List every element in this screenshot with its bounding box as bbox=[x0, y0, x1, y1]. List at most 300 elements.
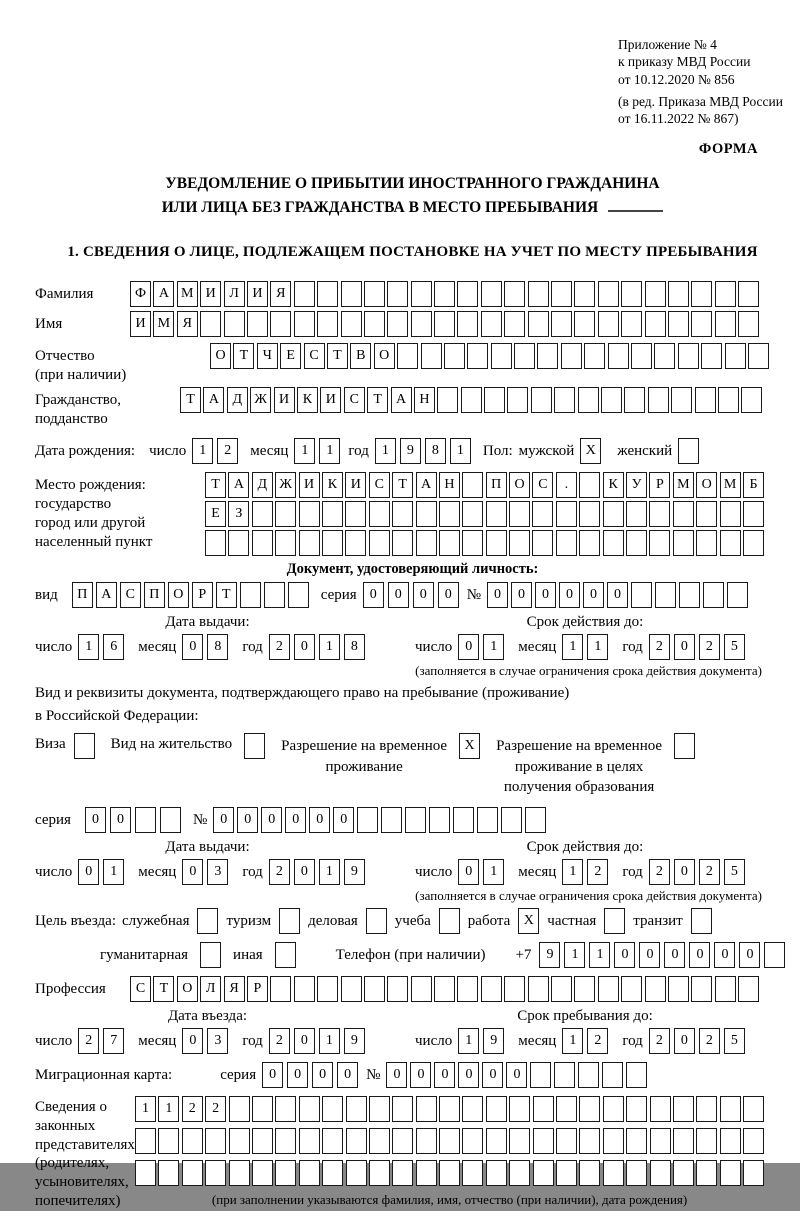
form-cell[interactable] bbox=[457, 281, 478, 307]
form-cell[interactable] bbox=[387, 976, 408, 1002]
issue-day-cells[interactable] bbox=[78, 634, 124, 660]
form-cell[interactable]: 0 bbox=[294, 634, 315, 660]
form-cell[interactable]: 1 bbox=[192, 438, 213, 464]
form-cell[interactable] bbox=[556, 501, 577, 527]
form-cell[interactable]: К bbox=[297, 387, 318, 413]
form-cell[interactable] bbox=[578, 1062, 599, 1088]
form-cell[interactable] bbox=[631, 582, 652, 608]
form-cell[interactable]: Т bbox=[205, 472, 226, 498]
form-cell[interactable]: 0 bbox=[110, 807, 131, 833]
form-cell[interactable] bbox=[650, 1096, 671, 1122]
form-cell[interactable] bbox=[574, 976, 595, 1002]
form-cell[interactable]: Т bbox=[216, 582, 237, 608]
form-cell[interactable]: 2 bbox=[78, 1028, 99, 1054]
form-cell[interactable]: 9 bbox=[344, 859, 365, 885]
issue-year-cells[interactable] bbox=[269, 634, 365, 660]
form-cell[interactable]: 0 bbox=[559, 582, 580, 608]
form-cell[interactable]: 1 bbox=[375, 438, 396, 464]
form-cell[interactable]: 2 bbox=[182, 1096, 203, 1122]
form-cell[interactable] bbox=[743, 1096, 764, 1122]
expiry-month-cells[interactable] bbox=[562, 634, 608, 660]
residence-number-cells[interactable] bbox=[213, 807, 546, 833]
form-cell[interactable]: 1 bbox=[562, 1028, 583, 1054]
form-cell[interactable] bbox=[346, 1160, 367, 1186]
form-cell[interactable]: 0 bbox=[689, 942, 710, 968]
form-cell[interactable] bbox=[648, 387, 669, 413]
form-cell[interactable] bbox=[626, 1096, 647, 1122]
form-cell[interactable]: О bbox=[210, 343, 231, 369]
form-cell[interactable] bbox=[462, 1096, 483, 1122]
form-cell[interactable]: С bbox=[344, 387, 365, 413]
form-cell[interactable]: М bbox=[177, 281, 198, 307]
form-cell[interactable]: Н bbox=[414, 387, 435, 413]
form-cell[interactable] bbox=[229, 1160, 250, 1186]
form-cell[interactable] bbox=[621, 281, 642, 307]
form-cell[interactable] bbox=[720, 501, 741, 527]
form-cell[interactable] bbox=[299, 501, 320, 527]
form-cell[interactable] bbox=[696, 1160, 717, 1186]
form-cell[interactable] bbox=[655, 582, 676, 608]
form-cell[interactable]: 0 bbox=[386, 1062, 407, 1088]
form-cell[interactable] bbox=[504, 311, 525, 337]
form-cell[interactable] bbox=[626, 1062, 647, 1088]
form-cell[interactable] bbox=[608, 343, 629, 369]
form-cell[interactable]: 0 bbox=[261, 807, 282, 833]
form-cell[interactable] bbox=[668, 311, 689, 337]
form-cell[interactable] bbox=[743, 1160, 764, 1186]
form-cell[interactable]: 0 bbox=[213, 807, 234, 833]
form-cell[interactable] bbox=[764, 942, 785, 968]
form-cell[interactable]: 2 bbox=[649, 634, 670, 660]
form-cell[interactable] bbox=[533, 1160, 554, 1186]
form-cell[interactable]: О bbox=[168, 582, 189, 608]
form-cell[interactable] bbox=[533, 1096, 554, 1122]
form-cell[interactable]: 1 bbox=[589, 942, 610, 968]
entry-day-cells[interactable] bbox=[78, 1028, 124, 1054]
form-cell[interactable]: Ч bbox=[257, 343, 278, 369]
form-cell[interactable]: С bbox=[369, 472, 390, 498]
form-cell[interactable]: 0 bbox=[262, 1062, 283, 1088]
entry-month-cells[interactable] bbox=[182, 1028, 228, 1054]
form-cell[interactable]: 0 bbox=[434, 1062, 455, 1088]
form-cell[interactable] bbox=[691, 976, 712, 1002]
birth-place-cells-row1[interactable] bbox=[205, 472, 764, 498]
form-cell[interactable]: 0 bbox=[458, 859, 479, 885]
form-cell[interactable] bbox=[439, 908, 460, 934]
form-cell[interactable] bbox=[578, 387, 599, 413]
form-cell[interactable] bbox=[434, 976, 455, 1002]
form-cell[interactable] bbox=[364, 976, 385, 1002]
form-cell[interactable]: С bbox=[130, 976, 151, 1002]
purpose-transit-checkbox[interactable] bbox=[691, 908, 712, 934]
form-cell[interactable]: 8 bbox=[425, 438, 446, 464]
form-cell[interactable]: 0 bbox=[285, 807, 306, 833]
form-cell[interactable] bbox=[288, 582, 309, 608]
form-cell[interactable] bbox=[484, 387, 505, 413]
form-cell[interactable]: 9 bbox=[539, 942, 560, 968]
form-cell[interactable] bbox=[537, 343, 558, 369]
form-cell[interactable] bbox=[275, 501, 296, 527]
form-cell[interactable] bbox=[461, 387, 482, 413]
form-cell[interactable] bbox=[486, 1160, 507, 1186]
form-cell[interactable] bbox=[703, 582, 724, 608]
form-cell[interactable] bbox=[673, 1160, 694, 1186]
form-cell[interactable] bbox=[439, 1128, 460, 1154]
purpose-private-checkbox[interactable] bbox=[604, 908, 625, 934]
citizenship-cells[interactable] bbox=[180, 387, 762, 413]
doc-series-cells[interactable] bbox=[363, 582, 459, 608]
form-cell[interactable]: Т bbox=[180, 387, 201, 413]
form-cell[interactable] bbox=[631, 343, 652, 369]
purpose-work-checkbox[interactable] bbox=[518, 908, 539, 934]
form-cell[interactable] bbox=[462, 472, 483, 498]
form-cell[interactable] bbox=[720, 1096, 741, 1122]
form-cell[interactable] bbox=[341, 976, 362, 1002]
residence-expiry-year-cells[interactable] bbox=[649, 859, 745, 885]
form-cell[interactable] bbox=[604, 908, 625, 934]
form-cell[interactable] bbox=[561, 343, 582, 369]
form-cell[interactable] bbox=[509, 1128, 530, 1154]
form-cell[interactable]: 1 bbox=[319, 634, 340, 660]
form-cell[interactable] bbox=[397, 343, 418, 369]
form-cell[interactable] bbox=[673, 501, 694, 527]
form-cell[interactable] bbox=[135, 1160, 156, 1186]
residence-issue-day-cells[interactable] bbox=[78, 859, 124, 885]
form-cell[interactable]: 0 bbox=[182, 1028, 203, 1054]
form-cell[interactable]: 0 bbox=[739, 942, 760, 968]
form-cell[interactable]: 0 bbox=[333, 807, 354, 833]
residence-permit-checkbox[interactable] bbox=[244, 733, 265, 759]
form-cell[interactable]: 1 bbox=[319, 859, 340, 885]
form-cell[interactable] bbox=[673, 530, 694, 556]
form-cell[interactable]: А bbox=[96, 582, 117, 608]
form-cell[interactable] bbox=[507, 387, 528, 413]
form-cell[interactable] bbox=[224, 311, 245, 337]
form-cell[interactable] bbox=[486, 501, 507, 527]
form-cell[interactable] bbox=[514, 343, 535, 369]
form-cell[interactable] bbox=[411, 976, 432, 1002]
form-cell[interactable]: О bbox=[509, 472, 530, 498]
form-cell[interactable] bbox=[603, 501, 624, 527]
form-cell[interactable] bbox=[381, 807, 402, 833]
form-cell[interactable]: Т bbox=[153, 976, 174, 1002]
form-cell[interactable] bbox=[317, 311, 338, 337]
form-cell[interactable] bbox=[509, 1096, 530, 1122]
form-cell[interactable] bbox=[416, 1096, 437, 1122]
form-cell[interactable] bbox=[720, 1128, 741, 1154]
representatives-cells-row2[interactable] bbox=[135, 1128, 764, 1154]
form-cell[interactable]: 0 bbox=[413, 582, 434, 608]
form-cell[interactable] bbox=[74, 733, 95, 759]
form-cell[interactable]: С bbox=[532, 472, 553, 498]
form-cell[interactable] bbox=[299, 1128, 320, 1154]
form-cell[interactable]: Р bbox=[649, 472, 670, 498]
form-cell[interactable] bbox=[551, 281, 572, 307]
form-cell[interactable]: 0 bbox=[309, 807, 330, 833]
form-cell[interactable] bbox=[486, 1128, 507, 1154]
purpose-other-checkbox[interactable] bbox=[275, 942, 296, 968]
form-cell[interactable] bbox=[579, 501, 600, 527]
form-cell[interactable]: 2 bbox=[587, 1028, 608, 1054]
form-cell[interactable] bbox=[228, 530, 249, 556]
form-cell[interactable] bbox=[598, 311, 619, 337]
form-cell[interactable]: 2 bbox=[269, 859, 290, 885]
form-cell[interactable] bbox=[621, 311, 642, 337]
form-cell[interactable] bbox=[715, 311, 736, 337]
form-cell[interactable]: 2 bbox=[269, 1028, 290, 1054]
form-cell[interactable] bbox=[626, 1128, 647, 1154]
form-cell[interactable]: А bbox=[416, 472, 437, 498]
form-cell[interactable]: 2 bbox=[269, 634, 290, 660]
form-cell[interactable]: И bbox=[274, 387, 295, 413]
form-cell[interactable] bbox=[158, 1160, 179, 1186]
form-cell[interactable] bbox=[668, 976, 689, 1002]
purpose-business-checkbox[interactable] bbox=[197, 908, 218, 934]
form-cell[interactable]: 0 bbox=[583, 582, 604, 608]
form-cell[interactable] bbox=[182, 1160, 203, 1186]
form-cell[interactable] bbox=[738, 311, 759, 337]
form-cell[interactable] bbox=[322, 1128, 343, 1154]
form-cell[interactable]: Ж bbox=[275, 472, 296, 498]
form-cell[interactable] bbox=[299, 1160, 320, 1186]
form-cell[interactable]: 1 bbox=[483, 859, 504, 885]
form-cell[interactable] bbox=[574, 311, 595, 337]
form-cell[interactable] bbox=[718, 387, 739, 413]
form-cell[interactable]: А bbox=[228, 472, 249, 498]
form-cell[interactable]: И bbox=[320, 387, 341, 413]
form-cell[interactable] bbox=[554, 387, 575, 413]
form-cell[interactable] bbox=[369, 1096, 390, 1122]
form-cell[interactable] bbox=[322, 501, 343, 527]
form-cell[interactable] bbox=[501, 807, 522, 833]
birth-month-cells[interactable] bbox=[294, 438, 340, 464]
form-cell[interactable] bbox=[579, 1128, 600, 1154]
form-cell[interactable] bbox=[299, 530, 320, 556]
form-cell[interactable]: 0 bbox=[511, 582, 532, 608]
form-cell[interactable] bbox=[457, 311, 478, 337]
form-cell[interactable] bbox=[738, 281, 759, 307]
form-cell[interactable] bbox=[421, 343, 442, 369]
form-cell[interactable] bbox=[727, 582, 748, 608]
form-cell[interactable] bbox=[457, 976, 478, 1002]
form-cell[interactable] bbox=[556, 1096, 577, 1122]
form-cell[interactable] bbox=[650, 1128, 671, 1154]
purpose-tourism-checkbox[interactable] bbox=[279, 908, 300, 934]
form-cell[interactable]: К bbox=[322, 472, 343, 498]
form-cell[interactable]: Л bbox=[200, 976, 221, 1002]
form-cell[interactable] bbox=[439, 1160, 460, 1186]
form-cell[interactable] bbox=[322, 530, 343, 556]
form-cell[interactable] bbox=[504, 976, 525, 1002]
form-cell[interactable]: 2 bbox=[205, 1096, 226, 1122]
migration-number-cells[interactable] bbox=[386, 1062, 647, 1088]
form-cell[interactable]: 0 bbox=[78, 859, 99, 885]
form-cell[interactable]: 7 bbox=[103, 1028, 124, 1054]
form-cell[interactable] bbox=[603, 1160, 624, 1186]
form-cell[interactable] bbox=[279, 908, 300, 934]
form-cell[interactable] bbox=[135, 1128, 156, 1154]
form-cell[interactable] bbox=[528, 311, 549, 337]
form-cell[interactable] bbox=[275, 1096, 296, 1122]
form-cell[interactable] bbox=[603, 1096, 624, 1122]
form-cell[interactable] bbox=[369, 530, 390, 556]
form-cell[interactable]: 0 bbox=[182, 634, 203, 660]
form-cell[interactable] bbox=[364, 311, 385, 337]
form-cell[interactable] bbox=[341, 311, 362, 337]
form-cell[interactable]: Р bbox=[192, 582, 213, 608]
form-cell[interactable] bbox=[530, 1062, 551, 1088]
form-cell[interactable]: 0 bbox=[674, 1028, 695, 1054]
form-cell[interactable] bbox=[504, 281, 525, 307]
form-cell[interactable] bbox=[229, 1128, 250, 1154]
form-cell[interactable] bbox=[696, 501, 717, 527]
form-cell[interactable] bbox=[392, 530, 413, 556]
form-cell[interactable]: М bbox=[673, 472, 694, 498]
form-cell[interactable]: Б bbox=[743, 472, 764, 498]
form-cell[interactable] bbox=[462, 501, 483, 527]
form-cell[interactable] bbox=[674, 733, 695, 759]
form-cell[interactable]: 1 bbox=[562, 634, 583, 660]
form-cell[interactable] bbox=[743, 530, 764, 556]
form-cell[interactable] bbox=[444, 343, 465, 369]
form-cell[interactable] bbox=[247, 311, 268, 337]
form-cell[interactable] bbox=[322, 1160, 343, 1186]
form-cell[interactable]: 0 bbox=[85, 807, 106, 833]
sex-female-checkbox[interactable] bbox=[678, 438, 699, 464]
form-cell[interactable]: И bbox=[345, 472, 366, 498]
form-cell[interactable] bbox=[366, 908, 387, 934]
form-cell[interactable] bbox=[556, 530, 577, 556]
form-cell[interactable]: 1 bbox=[458, 1028, 479, 1054]
form-cell[interactable] bbox=[434, 311, 455, 337]
form-cell[interactable]: 9 bbox=[344, 1028, 365, 1054]
form-cell[interactable] bbox=[678, 343, 699, 369]
form-cell[interactable] bbox=[551, 976, 572, 1002]
form-cell[interactable] bbox=[673, 1128, 694, 1154]
form-cell[interactable] bbox=[551, 311, 572, 337]
form-cell[interactable]: 1 bbox=[103, 859, 124, 885]
form-cell[interactable]: 0 bbox=[312, 1062, 333, 1088]
form-cell[interactable] bbox=[584, 343, 605, 369]
representatives-cells-row1[interactable] bbox=[135, 1096, 764, 1122]
form-cell[interactable]: В bbox=[350, 343, 371, 369]
form-cell[interactable]: О bbox=[374, 343, 395, 369]
form-cell[interactable] bbox=[322, 1096, 343, 1122]
form-cell[interactable] bbox=[200, 311, 221, 337]
form-cell[interactable] bbox=[678, 438, 699, 464]
issue-month-cells[interactable] bbox=[182, 634, 228, 660]
form-cell[interactable] bbox=[416, 1160, 437, 1186]
form-cell[interactable] bbox=[668, 281, 689, 307]
form-cell[interactable] bbox=[696, 530, 717, 556]
form-cell[interactable] bbox=[357, 807, 378, 833]
form-cell[interactable]: 0 bbox=[363, 582, 384, 608]
form-cell[interactable]: М bbox=[720, 472, 741, 498]
form-cell[interactable] bbox=[369, 1160, 390, 1186]
form-cell[interactable]: 0 bbox=[674, 634, 695, 660]
form-cell[interactable]: 0 bbox=[410, 1062, 431, 1088]
form-cell[interactable] bbox=[205, 1160, 226, 1186]
form-cell[interactable] bbox=[645, 281, 666, 307]
form-cell[interactable] bbox=[467, 343, 488, 369]
form-cell[interactable]: 0 bbox=[337, 1062, 358, 1088]
form-cell[interactable]: 5 bbox=[724, 1028, 745, 1054]
purpose-commercial-checkbox[interactable] bbox=[366, 908, 387, 934]
form-cell[interactable] bbox=[275, 942, 296, 968]
form-cell[interactable]: X bbox=[518, 908, 539, 934]
form-cell[interactable]: П bbox=[144, 582, 165, 608]
form-cell[interactable] bbox=[387, 311, 408, 337]
form-cell[interactable]: 3 bbox=[207, 859, 228, 885]
form-cell[interactable] bbox=[369, 501, 390, 527]
form-cell[interactable] bbox=[673, 1096, 694, 1122]
form-cell[interactable]: 2 bbox=[649, 859, 670, 885]
form-cell[interactable] bbox=[135, 807, 156, 833]
form-cell[interactable]: 9 bbox=[483, 1028, 504, 1054]
form-cell[interactable]: О bbox=[696, 472, 717, 498]
form-cell[interactable]: 8 bbox=[207, 634, 228, 660]
form-cell[interactable] bbox=[481, 311, 502, 337]
form-cell[interactable]: 1 bbox=[450, 438, 471, 464]
form-cell[interactable] bbox=[649, 501, 670, 527]
form-cell[interactable] bbox=[416, 501, 437, 527]
form-cell[interactable] bbox=[645, 976, 666, 1002]
form-cell[interactable] bbox=[715, 976, 736, 1002]
form-cell[interactable] bbox=[574, 281, 595, 307]
form-cell[interactable]: 8 bbox=[344, 634, 365, 660]
form-cell[interactable] bbox=[645, 311, 666, 337]
form-cell[interactable]: Т bbox=[327, 343, 348, 369]
form-cell[interactable]: Е bbox=[280, 343, 301, 369]
stay-day-cells[interactable] bbox=[458, 1028, 504, 1054]
form-cell[interactable] bbox=[252, 1128, 273, 1154]
form-cell[interactable] bbox=[725, 343, 746, 369]
form-cell[interactable]: А bbox=[391, 387, 412, 413]
form-cell[interactable] bbox=[720, 530, 741, 556]
form-cell[interactable] bbox=[477, 807, 498, 833]
form-cell[interactable]: 6 bbox=[103, 634, 124, 660]
form-cell[interactable]: 1 bbox=[319, 1028, 340, 1054]
form-cell[interactable] bbox=[439, 501, 460, 527]
form-cell[interactable] bbox=[603, 1128, 624, 1154]
form-cell[interactable]: З bbox=[228, 501, 249, 527]
form-cell[interactable] bbox=[696, 1128, 717, 1154]
form-cell[interactable]: Е bbox=[205, 501, 226, 527]
form-cell[interactable] bbox=[654, 343, 675, 369]
form-cell[interactable] bbox=[416, 530, 437, 556]
birth-year-cells[interactable] bbox=[375, 438, 471, 464]
migration-series-cells[interactable] bbox=[262, 1062, 358, 1088]
temp-permit-checkbox[interactable] bbox=[459, 733, 480, 759]
form-cell[interactable] bbox=[462, 530, 483, 556]
form-cell[interactable]: 2 bbox=[699, 859, 720, 885]
form-cell[interactable]: 0 bbox=[506, 1062, 527, 1088]
form-cell[interactable] bbox=[270, 311, 291, 337]
form-cell[interactable]: 1 bbox=[562, 859, 583, 885]
form-cell[interactable] bbox=[439, 1096, 460, 1122]
form-cell[interactable] bbox=[229, 1096, 250, 1122]
form-cell[interactable] bbox=[579, 1096, 600, 1122]
form-cell[interactable] bbox=[341, 281, 362, 307]
form-cell[interactable]: 1 bbox=[158, 1096, 179, 1122]
form-cell[interactable]: Я bbox=[177, 311, 198, 337]
form-cell[interactable] bbox=[579, 472, 600, 498]
form-cell[interactable]: 1 bbox=[135, 1096, 156, 1122]
form-cell[interactable] bbox=[244, 733, 265, 759]
form-cell[interactable] bbox=[695, 387, 716, 413]
form-cell[interactable] bbox=[720, 1160, 741, 1186]
form-cell[interactable] bbox=[743, 1128, 764, 1154]
